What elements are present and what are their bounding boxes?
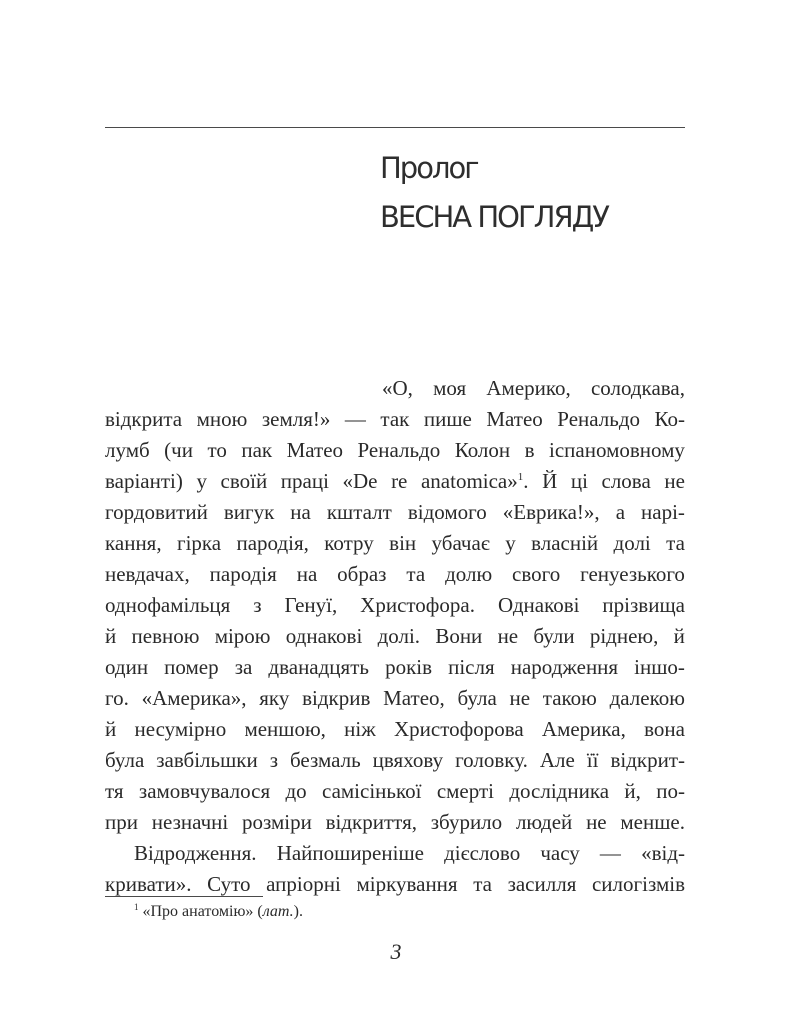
word: була	[457, 686, 497, 710]
word: кання,	[105, 531, 162, 555]
word: незначні	[151, 810, 229, 834]
word: Христофора.	[360, 593, 475, 617]
word: не	[586, 810, 607, 834]
word: —	[344, 407, 366, 431]
footnote-marker: 1	[134, 902, 139, 912]
word: гордовитий	[105, 500, 208, 524]
word: смерті	[436, 779, 494, 803]
word: по-	[656, 779, 685, 803]
word: ріднею,	[589, 624, 659, 648]
word: на	[296, 562, 318, 586]
word: невдачах,	[105, 562, 190, 586]
word: кшталт	[326, 500, 392, 524]
word: Але	[539, 748, 575, 772]
word: народження	[510, 655, 619, 679]
word: часу	[540, 841, 580, 865]
footnote-abbreviation: лат.	[262, 903, 294, 920]
text-line	[382, 376, 685, 400]
word: однакові	[285, 624, 363, 648]
word: (чи	[164, 438, 193, 462]
word: варіанті)	[105, 469, 183, 493]
footnote-ref: 1	[517, 471, 524, 483]
word: Матео	[486, 407, 543, 431]
word: Найпоширеніше	[276, 841, 424, 865]
text-line	[105, 562, 685, 586]
word: не	[664, 469, 685, 493]
word: anatomica»	[420, 469, 518, 493]
word: свого	[512, 562, 561, 586]
word: в	[524, 438, 535, 462]
word: далекою	[609, 686, 685, 710]
word: нарі-	[641, 500, 685, 524]
text-line	[105, 593, 685, 617]
word: долі	[613, 531, 651, 555]
word: «De	[342, 469, 378, 493]
word: гірка	[176, 531, 222, 555]
page-number: 3	[390, 939, 402, 964]
word: не	[509, 686, 531, 710]
word: «Америка»,	[141, 686, 247, 710]
word: «від-	[641, 841, 685, 865]
word: вона	[644, 717, 685, 741]
word: з	[269, 748, 278, 772]
word: була	[105, 748, 145, 772]
text-line	[105, 779, 685, 803]
word: несумірно	[134, 717, 227, 741]
word: за	[234, 655, 253, 679]
word: на	[290, 500, 311, 524]
word: відкрит-	[610, 748, 685, 772]
word: апріорні	[266, 872, 341, 896]
word: Америко,	[486, 376, 571, 400]
word: та	[406, 562, 426, 586]
word: так	[380, 407, 410, 431]
word: пародія	[209, 562, 277, 586]
word: менше.	[620, 810, 685, 834]
word: мірою	[214, 624, 271, 648]
word: Америка,	[541, 717, 626, 741]
word: котру	[324, 531, 374, 555]
text-line	[105, 717, 685, 741]
punctuation: .	[523, 469, 529, 493]
word: людей	[515, 810, 573, 834]
word: генуезького	[580, 562, 685, 586]
word: Колон	[454, 438, 511, 462]
word: пак	[241, 438, 273, 462]
word: ніж	[344, 717, 376, 741]
word: долю	[445, 562, 493, 586]
word: й,	[624, 779, 641, 803]
word: го.	[105, 686, 129, 710]
word: Вони	[435, 624, 483, 648]
word: праці	[280, 469, 329, 493]
word: він	[389, 531, 417, 555]
word: цвяхову	[372, 748, 444, 772]
word: й	[105, 717, 117, 741]
word: завбільшки	[156, 748, 258, 772]
text-line	[105, 469, 685, 493]
word: й	[673, 624, 685, 648]
word: після	[448, 655, 495, 679]
word: Й	[542, 469, 558, 493]
word: засилля	[507, 872, 577, 896]
word: вигук	[223, 500, 275, 524]
text-line	[105, 407, 685, 431]
word: то	[207, 438, 227, 462]
prologue-label: Пролог	[380, 151, 478, 185]
word: пародія,	[236, 531, 309, 555]
word: з	[253, 593, 262, 617]
word: яку	[259, 686, 290, 710]
word: років	[385, 655, 433, 679]
word: її	[586, 748, 599, 772]
word: помер	[164, 655, 219, 679]
word: слова	[601, 469, 651, 493]
word: Ренальдо	[557, 407, 641, 431]
footnote-rule	[105, 896, 263, 897]
word: відкрита	[105, 407, 183, 431]
word: головку.	[455, 748, 528, 772]
word: re	[391, 469, 408, 493]
word: Генуї,	[284, 593, 338, 617]
chapter-title: ВЕСНА ПОГЛЯДУ	[380, 200, 608, 234]
text-line	[105, 655, 685, 679]
footnote-text: «Про анатомію» (	[142, 903, 263, 920]
word: убачає	[431, 531, 490, 555]
word: образ	[337, 562, 387, 586]
word: відомого	[407, 500, 487, 524]
text-line	[105, 531, 685, 555]
word: безмаль	[289, 748, 361, 772]
text-line	[105, 438, 685, 462]
word: власній	[531, 531, 599, 555]
text-line	[105, 748, 685, 772]
word: та	[666, 531, 685, 555]
word: кривати».	[105, 872, 192, 896]
word: та	[473, 872, 492, 896]
word: Ко-	[654, 407, 685, 431]
word: меншою,	[244, 717, 326, 741]
word: своїй	[220, 469, 268, 493]
word: —	[599, 841, 621, 865]
word: дієслово	[444, 841, 521, 865]
word: іспаномовному	[549, 438, 685, 462]
word: замовчувалося	[138, 779, 271, 803]
word: збурило	[430, 810, 503, 834]
word: до	[285, 779, 307, 803]
word: міркування	[356, 872, 458, 896]
word: солодкава,	[590, 376, 685, 400]
word: пише	[423, 407, 472, 431]
word: земля!»	[261, 407, 331, 431]
word: «О,	[382, 376, 413, 400]
word: мною	[196, 407, 248, 431]
text-line	[105, 810, 685, 834]
word: були	[533, 624, 575, 648]
word: Христофорова	[393, 717, 524, 741]
word: долі.	[377, 624, 421, 648]
text-line	[134, 841, 685, 865]
word: прізвища	[602, 593, 685, 617]
text-line	[105, 500, 685, 524]
word: відкриття,	[325, 810, 417, 834]
word: такою	[542, 686, 597, 710]
word: Матео,	[383, 686, 445, 710]
word: лумб	[105, 438, 150, 462]
word: Суто	[207, 872, 251, 896]
word: іншо-	[634, 655, 685, 679]
word: при	[105, 810, 138, 834]
word: «Еврика!»,	[502, 500, 600, 524]
word: Матео	[286, 438, 344, 462]
text-line	[105, 624, 685, 648]
word: й	[105, 624, 117, 648]
word: дослідника	[509, 779, 610, 803]
word: певною	[131, 624, 200, 648]
word: самісінької	[322, 779, 422, 803]
word: Ренальдо	[357, 438, 441, 462]
footnote-tail: ).	[293, 903, 303, 920]
word: тя	[105, 779, 124, 803]
word: а	[615, 500, 626, 524]
word: моя	[433, 376, 467, 400]
text-line	[105, 872, 685, 896]
word: ці	[570, 469, 588, 493]
word: у	[505, 531, 516, 555]
word: один	[105, 655, 149, 679]
word-with-footnote-ref	[421, 469, 529, 493]
word: Відродження.	[134, 841, 257, 865]
text-line	[105, 686, 685, 710]
word: відкрив	[302, 686, 371, 710]
word: силогізмів	[591, 872, 685, 896]
footnote	[134, 902, 303, 922]
word: Однакові	[497, 593, 580, 617]
word: не	[497, 624, 519, 648]
word: однофамільця	[105, 593, 231, 617]
word: розміри	[241, 810, 312, 834]
word: у	[196, 469, 207, 493]
word: дванадцять	[268, 655, 369, 679]
